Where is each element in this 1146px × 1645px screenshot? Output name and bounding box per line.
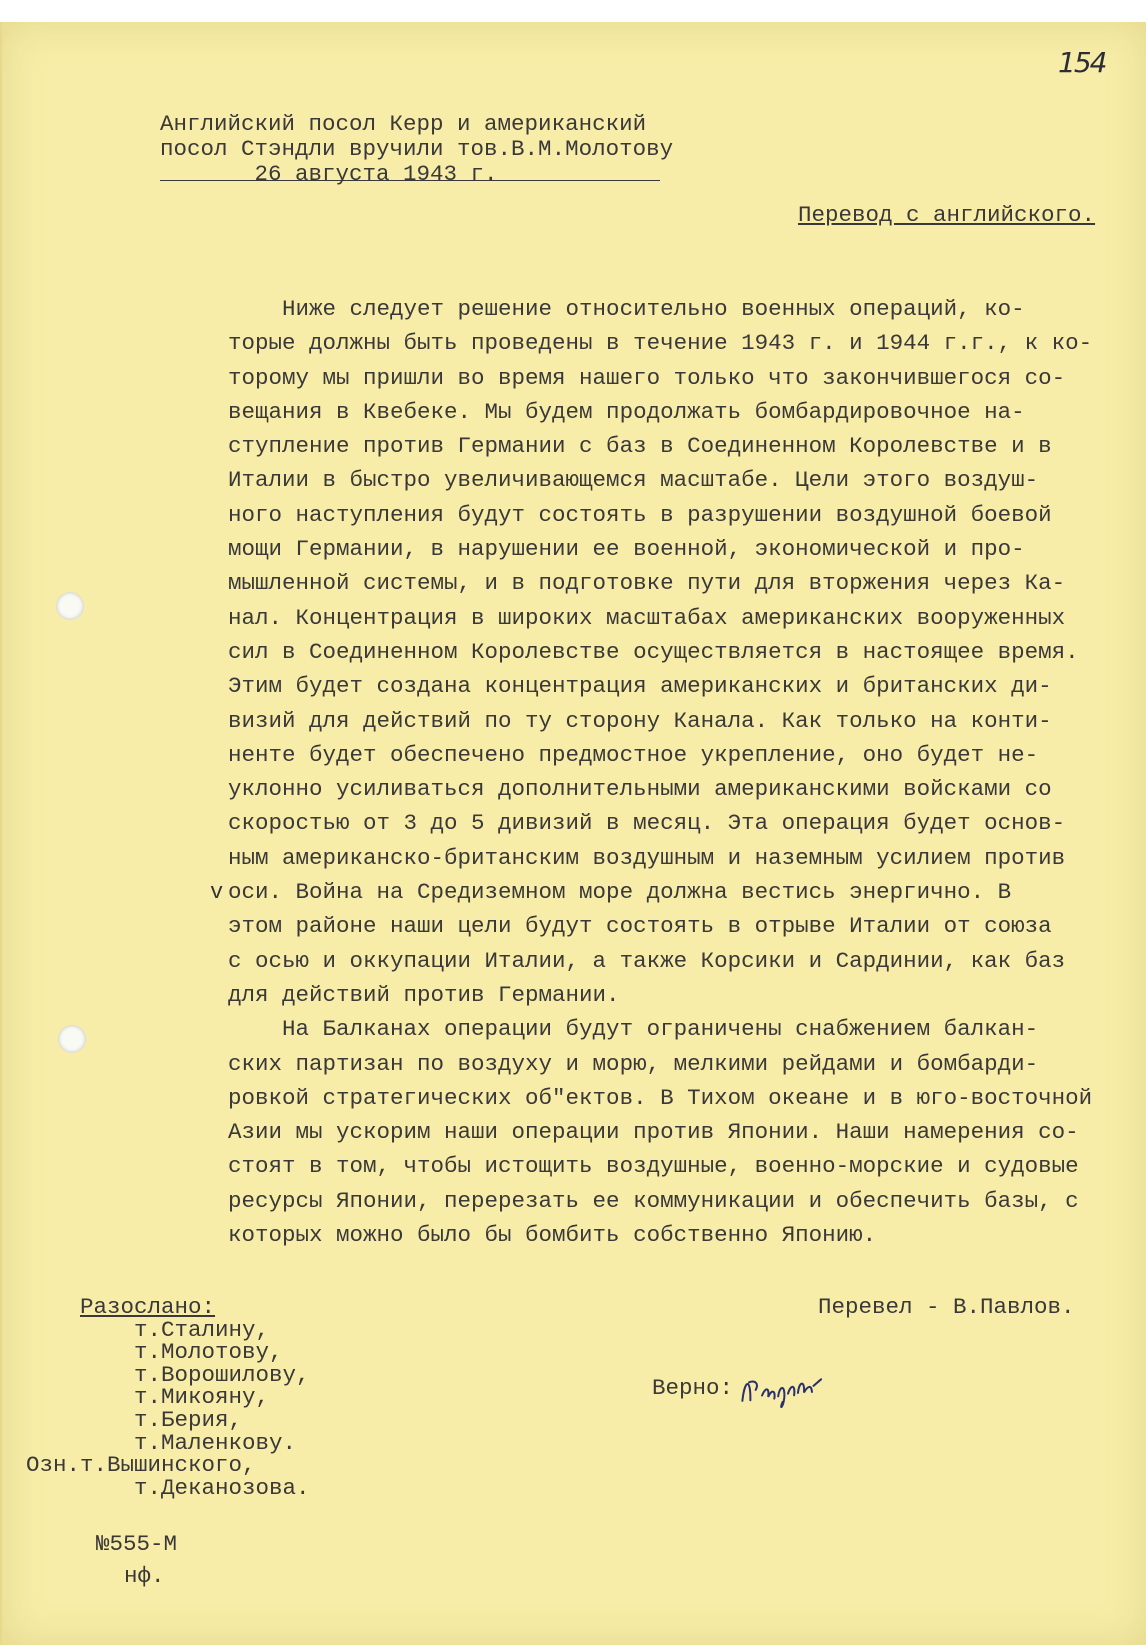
body-line: скоростью от 3 до 5 дивизий в месяц. Эта операция будет основ- bbox=[228, 810, 1066, 837]
body-line: нал. Концентрация в широких масштабах американских вооруженных bbox=[228, 604, 1066, 631]
handwritten-signature bbox=[736, 1365, 829, 1423]
distribution-title: Разослано: bbox=[80, 1294, 216, 1320]
translation-note: Перевод с английского. bbox=[798, 202, 1096, 228]
body-line: ным американско-британским воздушным и наземным усилием против bbox=[228, 844, 1066, 871]
body-line: стоят в том, чтобы истощить воздушные, военно-морские и судовые bbox=[228, 1153, 1079, 1180]
header-underline bbox=[160, 180, 660, 181]
punch-hole-upper bbox=[56, 592, 84, 620]
distribution-item: т.Микояну, bbox=[80, 1384, 270, 1411]
body-line: Азии мы ускорим наши операции против Японии. Наши намерения со- bbox=[228, 1119, 1079, 1146]
body-line: оси. Война на Средиземном море должна вестись энергично. В bbox=[228, 879, 1012, 906]
body-line: торые должны быть проведены в течение 1943 г. и 1944 г.г., к ко- bbox=[228, 330, 1093, 357]
body-line: На Балканах операции будут ограничены снабжением балкан- bbox=[228, 1016, 1039, 1043]
body-line: мышленной системы, и в подготовке пути для вторжения через Ка- bbox=[228, 570, 1066, 597]
body-line: мощи Германии, в нарушении ее военной, экономической и про- bbox=[228, 536, 1025, 563]
distribution-item: т.Сталину, bbox=[80, 1316, 270, 1343]
margin-mark: v bbox=[210, 880, 224, 905]
distribution-item: Озн.т.Вышинского, bbox=[26, 1452, 256, 1479]
body-line: уклонно усиливаться дополнительными американскими войсками со bbox=[228, 776, 1052, 803]
header-line: Английский посол Керр и американский bbox=[160, 111, 647, 137]
body-line: ного наступления будут состоять в разрушении воздушной боевой bbox=[228, 501, 1052, 528]
distribution-item: т.Деканозова. bbox=[80, 1474, 310, 1501]
translator-credit: Перевел - В.Павлов. bbox=[818, 1294, 1075, 1320]
body-line: которых можно было бы бомбить собственно Японию. bbox=[228, 1222, 877, 1249]
distribution-item: т.Молотову, bbox=[80, 1339, 283, 1366]
body-line: сил в Соединенном Королевстве осуществляется в настоящее время. bbox=[228, 638, 1079, 665]
body-line: Ниже следует решение относительно военных операций, ко- bbox=[228, 296, 1025, 322]
body-line: для действий против Германии. bbox=[228, 981, 620, 1008]
document-number: №555-М bbox=[96, 1531, 178, 1557]
distribution-item: т.Ворошилову, bbox=[80, 1361, 310, 1388]
distribution-list bbox=[26, 1294, 310, 1501]
body-line: ненте будет обеспечено предмостное укрепление, оно будет не- bbox=[228, 741, 1039, 768]
body-line: ресурсы Японии, перерезать ее коммуникации и обеспечить базы, с bbox=[228, 1187, 1079, 1214]
body-line: Этим будет создана концентрация американских и британских ди- bbox=[228, 673, 1052, 700]
body-line: этом районе наши цели будут состоять в отрыве Италии от союза bbox=[228, 913, 1052, 940]
punch-hole-lower bbox=[58, 1025, 86, 1053]
body-line: вещания в Квебеке. Мы будем продолжать бомбардировочное на- bbox=[228, 398, 1025, 425]
body-line: визий для действий по ту сторону Канала. Как только на конти- bbox=[228, 707, 1052, 734]
body-text bbox=[228, 292, 1118, 1252]
body-line: с осью и оккупации Италии, а также Корсики и Сардинии, как баз bbox=[228, 947, 1066, 974]
body-line: ступление против Германии с баз в Соединенном Королевстве и в bbox=[228, 433, 1052, 460]
body-line: ских партизан по воздуху и морю, мелкими рейдами и бомбарди- bbox=[228, 1050, 1039, 1077]
distribution-item: т.Берия, bbox=[80, 1406, 243, 1433]
body-line: Италии в быстро увеличивающемся масштабе. Цели этого воздуш- bbox=[228, 467, 1039, 494]
header-line: 26 августа 1943 г. bbox=[160, 161, 498, 187]
document-number-block bbox=[96, 1528, 177, 1592]
body-line: ровкой стратегических об"ектов. В Тихом океане и в юго-восточной bbox=[228, 1084, 1093, 1111]
header-line: посол Стэндли вручили тов.В.М.Молотову bbox=[160, 136, 674, 162]
verified-label: Верно: bbox=[652, 1375, 734, 1401]
document-header bbox=[160, 112, 673, 187]
distribution-item: т.Маленкову. bbox=[80, 1429, 297, 1456]
document-suffix: нф. bbox=[124, 1563, 165, 1589]
page-number: 154 bbox=[1058, 46, 1106, 79]
signature-scribble bbox=[736, 1365, 829, 1415]
body-line: торому мы пришли во время нашего только что закончившегося со- bbox=[228, 364, 1066, 391]
